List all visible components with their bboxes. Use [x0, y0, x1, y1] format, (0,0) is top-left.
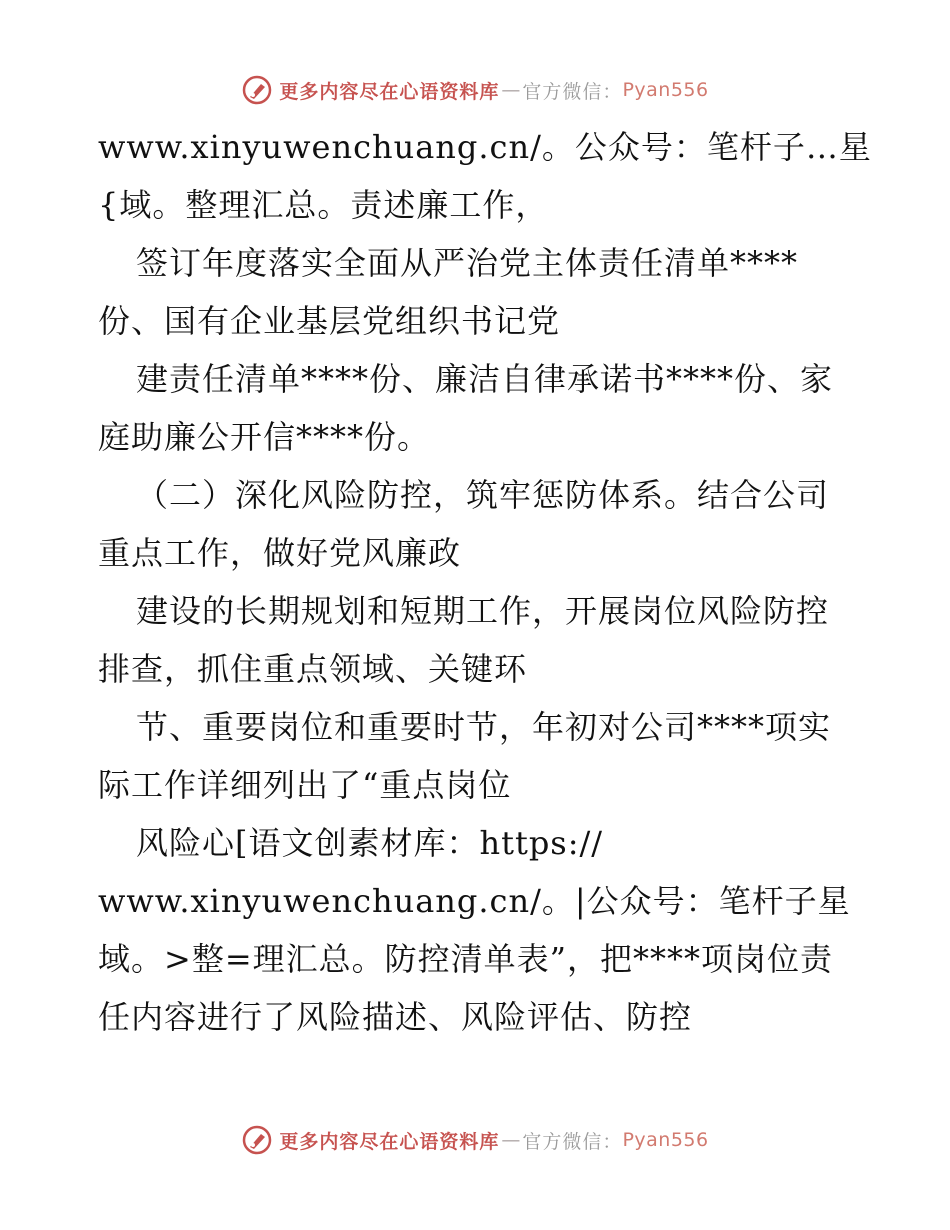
body-line: 排查，抓住重点领域、关键环 [98, 650, 528, 688]
body-line: 签订年度落实全面从严治党主体责任清单**** [136, 244, 799, 282]
body-line: 重点工作，做好党风廉政 [98, 534, 462, 572]
pen-nib-logo-icon [241, 74, 273, 106]
body-line: 建设的长期规划和短期工作，开展岗位风险防控 [136, 592, 830, 630]
banner-wechat-id: Pyan556 [622, 1129, 709, 1151]
body-line: {域。整理汇总。责述廉工作， [98, 186, 549, 224]
body-line: 份、国有企业基层党组织书记党 [98, 302, 561, 340]
body-line: www.xinyuwenchuang.cn/。|公众号：笔杆子星 [98, 882, 851, 920]
body-line: 际工作详细列出了“重点岗位 [98, 766, 512, 804]
footer-banner [0, 1120, 950, 1160]
banner-wechat-label: 官方微信： [522, 1130, 623, 1153]
body-line: www.xinyuwenchuang.cn/。公众号：笔杆子…星 [98, 128, 872, 166]
banner-slogan: 更多内容尽在心语资料库 [279, 80, 500, 103]
body-line: 建责任清单****份、廉洁自律承诺书****份、家 [136, 360, 834, 398]
header-banner [0, 70, 950, 110]
banner-wechat-label: 官方微信： [522, 80, 623, 103]
body-line: 任内容进行了风险描述、风险评估、防控 [98, 998, 693, 1036]
banner-slogan: 更多内容尽在心语资料库 [279, 1130, 500, 1153]
body-line: 域。>整=理汇总。防控清单表”，把****项岗位责 [98, 940, 833, 978]
body-line: 庭助廉公开信****份。 [98, 418, 431, 456]
body-line: 节、重要岗位和重要时节，年初对公司****项实 [136, 708, 832, 746]
banner-wechat-id: Pyan556 [622, 79, 709, 101]
body-line: （二）深化风险防控，筑牢惩防体系。结合公司 [136, 476, 830, 514]
body-line: 风险心[语文创素材库：https:// [136, 824, 604, 862]
document-body [98, 118, 872, 1046]
banner-dash: — [501, 79, 521, 101]
pen-nib-logo-icon [241, 1124, 273, 1156]
banner-dash: — [501, 1129, 521, 1151]
